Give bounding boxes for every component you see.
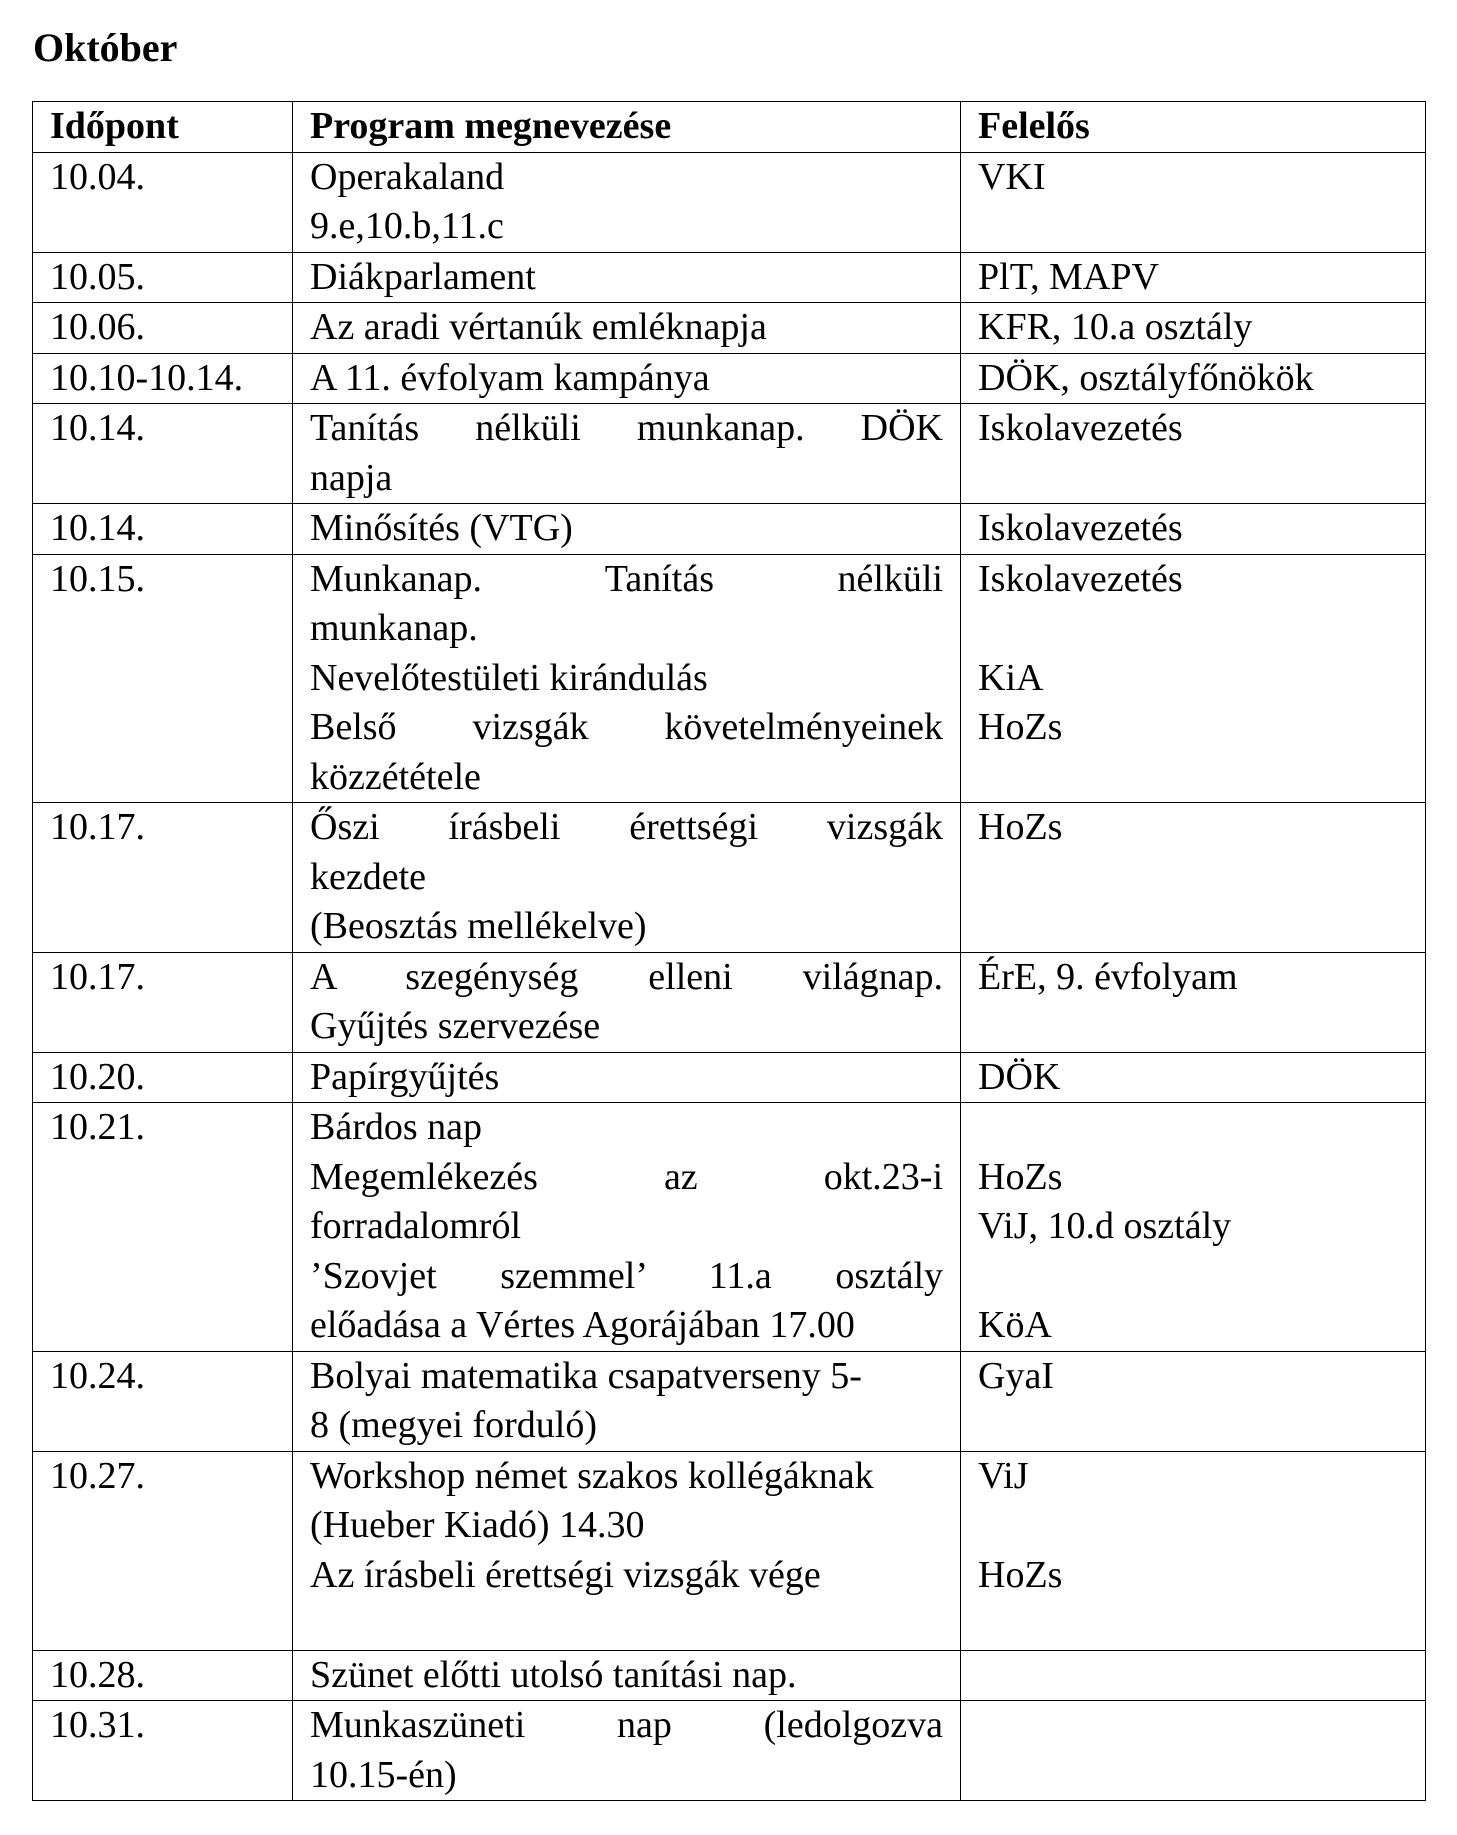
- responsible-line: [978, 1103, 1408, 1153]
- program-line: Bolyai matematika csapatverseny 5-: [310, 1354, 862, 1397]
- program-line: Őszi írásbeli érettségi vizsgák: [310, 806, 943, 848]
- responsible-line: HoZs: [978, 1155, 1063, 1198]
- program-line: Nevelőtestületi kirándulás: [310, 656, 708, 699]
- event-responsible: [961, 1650, 1426, 1701]
- event-responsible: [961, 152, 1426, 252]
- event-program: [293, 1650, 961, 1701]
- header-responsible: Felelős: [961, 102, 1426, 153]
- event-date: 10.24.: [33, 1351, 293, 1451]
- event-schedule-table: [32, 101, 1426, 1801]
- program-line: forradalomról: [310, 1205, 522, 1247]
- header-program: Program megnevezése: [293, 102, 961, 153]
- event-program: [293, 803, 961, 953]
- event-responsible: [961, 803, 1426, 953]
- event-responsible: [961, 1701, 1426, 1801]
- responsible-line: KöA: [978, 1304, 1052, 1346]
- event-responsible: [961, 504, 1426, 555]
- program-line: Gyűjtés szervezése: [310, 1005, 601, 1047]
- event-date: 10.31.: [33, 1701, 293, 1801]
- program-line: A 11. évfolyam kampánya: [310, 356, 710, 399]
- event-program: [293, 554, 961, 803]
- event-date: 10.05.: [33, 252, 293, 303]
- event-responsible: [961, 1103, 1426, 1352]
- responsible-line: DÖK: [978, 1055, 1061, 1098]
- event-program: [293, 952, 961, 1052]
- table-row: [33, 1451, 1426, 1650]
- table-row: [33, 1052, 1426, 1103]
- table-row: [33, 404, 1426, 504]
- responsible-line: Iskolavezetés: [978, 407, 1183, 449]
- program-line: Az aradi vértanúk emléknapja: [310, 306, 767, 348]
- table-row: [33, 303, 1426, 354]
- program-line: Tanítás nélküli munkanap. DÖK: [310, 407, 943, 449]
- program-line: (Hueber Kiadó) 14.30: [310, 1504, 645, 1546]
- event-program: [293, 404, 961, 504]
- responsible-line: KiA: [978, 656, 1044, 699]
- event-date: 10.21.: [33, 1103, 293, 1352]
- program-line: Minősítés (VTG): [310, 507, 573, 549]
- table-row: [33, 554, 1426, 803]
- event-program: [293, 1052, 961, 1103]
- responsible-line: DÖK, osztályfőnökök: [978, 356, 1314, 399]
- responsible-line: HoZs: [978, 706, 1063, 748]
- responsible-line: VKI: [978, 155, 1046, 198]
- event-date: 10.14.: [33, 404, 293, 504]
- event-responsible: [961, 404, 1426, 504]
- table-row: [33, 252, 1426, 303]
- program-line: munkanap.: [310, 607, 478, 649]
- program-line: előadása a Vértes Agorájában 17.00: [310, 1304, 855, 1346]
- program-line: Munkaszüneti nap (ledolgozva: [310, 1704, 943, 1746]
- event-responsible: [961, 952, 1426, 1052]
- program-line: Workshop német szakos kollégáknak: [310, 1454, 874, 1497]
- event-date: 10.17.: [33, 803, 293, 953]
- table-row: [33, 504, 1426, 555]
- program-line: Bárdos nap: [310, 1106, 483, 1148]
- month-title: Október: [33, 25, 178, 70]
- event-date: 10.20.: [33, 1052, 293, 1103]
- responsible-line: [978, 604, 1408, 654]
- table-row: [33, 803, 1426, 953]
- table-row: [33, 353, 1426, 404]
- event-date: 10.28.: [33, 1650, 293, 1701]
- program-line: (Beosztás mellékelve): [310, 905, 647, 947]
- event-date: 10.14.: [33, 504, 293, 555]
- event-program: [293, 303, 961, 354]
- event-responsible: [961, 353, 1426, 404]
- event-date: 10.27.: [33, 1451, 293, 1650]
- event-responsible: [961, 1052, 1426, 1103]
- table-row: [33, 952, 1426, 1052]
- responsible-line: Iskolavezetés: [978, 557, 1183, 600]
- event-date: 10.15.: [33, 554, 293, 803]
- responsible-line: HoZs: [978, 1553, 1063, 1596]
- event-program: [293, 152, 961, 252]
- program-line: ’Szovjet szemmel’ 11.a osztály: [310, 1254, 943, 1297]
- program-line: A szegénység elleni világnap.: [310, 955, 943, 998]
- program-line: [310, 1600, 943, 1650]
- header-row: [33, 102, 1426, 153]
- event-responsible: [961, 554, 1426, 803]
- responsible-line: ÉrE, 9. évfolyam: [978, 955, 1238, 998]
- program-line: napja: [310, 456, 393, 499]
- event-date: 10.10-10.14.: [33, 353, 293, 404]
- event-date: 10.17.: [33, 952, 293, 1052]
- responsible-line: HoZs: [978, 806, 1063, 848]
- responsible-line: PlT, MAPV: [978, 255, 1159, 298]
- event-program: [293, 1103, 961, 1352]
- event-program: [293, 252, 961, 303]
- table-row: [33, 152, 1426, 252]
- event-program: [293, 353, 961, 404]
- event-responsible: [961, 1351, 1426, 1451]
- program-line: Operakaland: [310, 155, 505, 198]
- responsible-line: KFR, 10.a osztály: [978, 306, 1253, 348]
- program-line: közzététele: [310, 755, 481, 798]
- responsible-line: [978, 1651, 1408, 1701]
- event-responsible: [961, 303, 1426, 354]
- responsible-line: ViJ, 10.d osztály: [978, 1205, 1232, 1247]
- schedule-body: [33, 152, 1426, 1801]
- program-line: Papírgyűjtés: [310, 1055, 500, 1098]
- event-program: [293, 1351, 961, 1451]
- program-line: Belső vizsgák követelményeinek: [310, 706, 943, 748]
- event-program: [293, 504, 961, 555]
- table-row: [33, 1351, 1426, 1451]
- event-responsible: [961, 252, 1426, 303]
- program-line: Diákparlament: [310, 255, 536, 298]
- responsible-line: [978, 1701, 1408, 1751]
- event-date: 10.04.: [33, 152, 293, 252]
- program-line: Az írásbeli érettségi vizsgák vége: [310, 1553, 821, 1596]
- table-row: [33, 1103, 1426, 1352]
- program-line: 10.15-én): [310, 1753, 457, 1796]
- event-program: [293, 1451, 961, 1650]
- responsible-line: Iskolavezetés: [978, 507, 1183, 549]
- table-row: [33, 1650, 1426, 1701]
- header-date: Időpont: [33, 102, 293, 153]
- program-line: 9.e,10.b,11.c: [310, 205, 504, 247]
- program-line: 8 (megyei forduló): [310, 1404, 598, 1446]
- program-line: Megemlékezés az okt.23-i: [310, 1155, 943, 1198]
- responsible-line: GyaI: [978, 1354, 1054, 1397]
- program-line: kezdete: [310, 855, 427, 898]
- event-program: [293, 1701, 961, 1801]
- responsible-line: [978, 1501, 1408, 1551]
- table-row: [33, 1701, 1426, 1801]
- program-line: Munkanap. Tanítás nélküli: [310, 557, 943, 600]
- event-responsible: [961, 1451, 1426, 1650]
- responsible-line: [978, 1252, 1408, 1302]
- event-date: 10.06.: [33, 303, 293, 354]
- responsible-line: ViJ: [978, 1454, 1029, 1497]
- program-line: Szünet előtti utolsó tanítási nap.: [310, 1653, 797, 1696]
